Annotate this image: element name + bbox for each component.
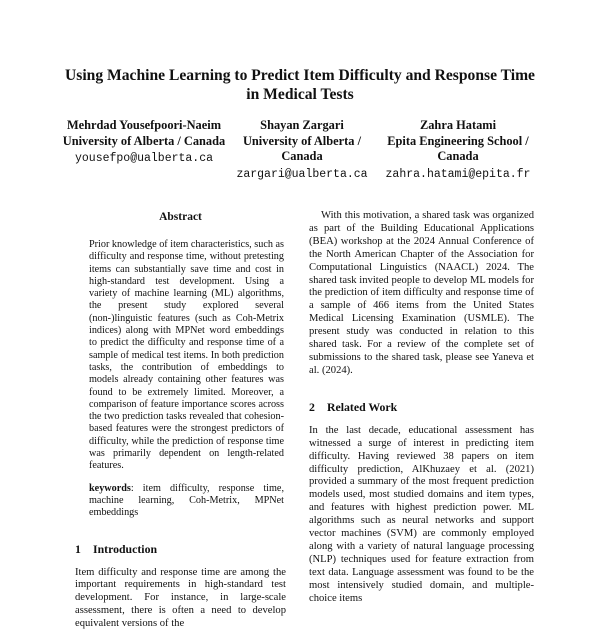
author-affiliation: University of Alberta / Canada xyxy=(62,133,226,148)
right-column xyxy=(309,210,534,605)
keywords xyxy=(89,483,284,520)
related-work-text: In the last decade, educational assessment has witnessed a surge of interest in predicting item difficulty. Having reviewed 38 papers on item difficulty prediction, AlKhuzaey et al. (2021) provided a summary of the most frequent prediction models used, most studied domains and item types, and features with highest prediction power. ML algorithms such as neural networks and support vector machines (SVM) are commonly employed along with a variety of natural language processing (NLP) techniques used for feature extraction from text data. Language assessment was found to be the most intensively studied domain, and multiple-choice items xyxy=(309,424,534,604)
section-title: Related Work xyxy=(327,399,398,414)
keywords-label: keywords xyxy=(89,482,131,494)
keywords-text: : item difficulty, response time, machine learning, Coh-Metrix, MPNet embeddings xyxy=(89,482,284,519)
author-name: Zahra Hatami xyxy=(419,118,497,132)
author-name: Mehrdad Yousefpoori-Naeim xyxy=(66,118,222,132)
section-heading-related-work xyxy=(309,400,534,415)
author-1 xyxy=(58,118,230,167)
introduction-text: Item difficulty and response time are among the important requirements in high-standard test development. For instance, in large-scale assessment, there is often a need to develop equivalent versions of the xyxy=(75,566,286,630)
author-email: yousefpo@ualberta.ca xyxy=(74,152,214,165)
left-column xyxy=(75,210,286,631)
paper-title: Using Machine Learning to Predict Item Difficulty and Response Time in Medical Tests xyxy=(65,67,535,103)
author-3 xyxy=(373,118,543,182)
author-affiliation: University of Alberta / Canada xyxy=(242,133,362,163)
section-heading-introduction xyxy=(75,542,286,557)
author-email: zargari@ualberta.ca xyxy=(236,167,368,181)
abstract-heading: Abstract xyxy=(159,211,202,223)
abstract-text: Prior knowledge of item characteristics, such as difficulty and response time, without pretesting items can substantially save time and cost in high-standard test development. Using a variety of machine learning (ML) algorithms, the present study explored several (non-)linguistic features (such as Coh-Metrix indices) along with MPNet word embeddings to predict the difficulty and response time of a sample of medical test items. In both prediction tasks, the contribution of embeddings to models already containing other features was found to be extremely limited. Moreover, a comparison of feature importance scores across the two prediction tasks revealed that cohesion-based features were the strongest predictors of difficulty, while the prediction of response time was primarily dependent on length-related features. xyxy=(89,239,284,472)
section-number: 1 xyxy=(75,541,81,556)
section-number: 2 xyxy=(309,399,315,414)
author-affiliation: Epita Engineering School / Canada xyxy=(387,133,529,163)
motivation-paragraph: With this motivation, a shared task was organized as part of the Building Educational Applications (BEA) workshop at the 2024 Annual Conference of the North American Chapter of the Association for Computational Linguistics (NAACL) 2024. The shared task invited people to develop ML models for the prediction of item difficulty and response time of a sample of 466 items from the United States Medical Licensing Examination (USMLE). The present study was conducted in relation to this shared task. For a review of the complete set of submissions to the shared task, please see Yaneva et al. (2024). xyxy=(309,210,534,376)
author-name: Shayan Zargari xyxy=(260,118,344,132)
author-email: zahra.hatami@epita.fr xyxy=(385,167,531,181)
author-2 xyxy=(232,118,372,182)
section-title: Introduction xyxy=(93,541,158,556)
